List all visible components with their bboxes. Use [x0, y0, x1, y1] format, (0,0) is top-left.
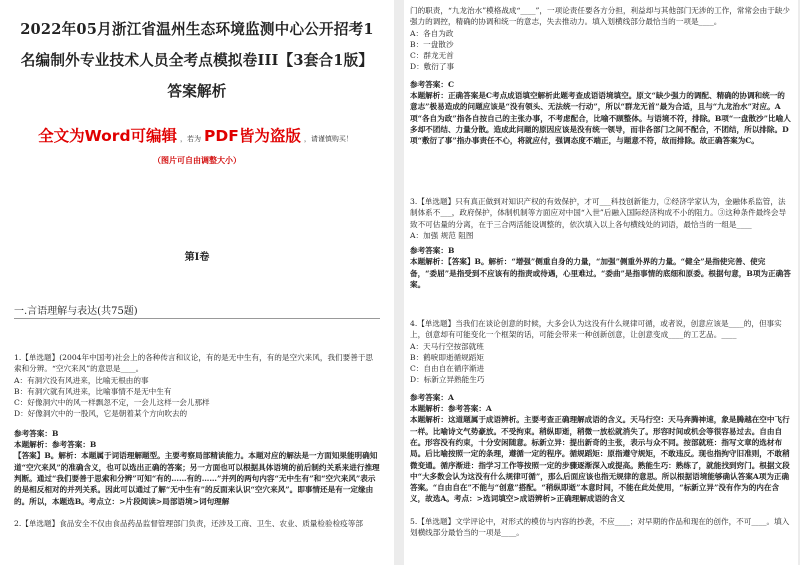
question-4-reference: 参考答案：A: [410, 392, 454, 402]
section-heading: 一.言语理解与表达(共75题): [14, 306, 138, 317]
question-4: [410, 318, 792, 505]
question-4-analysis-label: 本题解析：参考答案：A: [410, 404, 492, 414]
question-3: [410, 196, 792, 290]
question-1-analysis-label: 本题解析：参考答案：B: [14, 440, 97, 450]
promo-word-editable: 全文为Word可编辑: [38, 127, 178, 145]
right-page: [404, 0, 798, 565]
question-3-explanation: 本题解析：【答案】B。解析：“增强”侧重自身的力量，“加强”侧重外界的力量。“健全”是指使完善、使完备，“委屈”是指受到不应该有的指责或待遇，心里难过。“委曲”是指事情的底细和原委。根据句意，B项为正确答案。: [410, 257, 791, 290]
question-2-continued: [410, 5, 792, 147]
promo-caution: ，请谨慎购买！: [303, 135, 353, 143]
question-2: [14, 518, 380, 529]
question-1-option-a: A：有洞穴没有风进来，比喻无根由的事: [14, 375, 149, 385]
question-5-stem: 5.【单选题】文学评论中，对形式的模仿与内容的抄袭，不应____；对早期的作品和现在的创作，不可____。填入划横线部分最恰当的一项是____。: [410, 517, 790, 538]
image-resize-note: （图片可自由调整大小）: [153, 155, 241, 165]
question-2-reference: 参考答案：C: [410, 79, 455, 89]
question-4-option-b: B：鹤唳即逝循规蹈矩: [410, 352, 484, 362]
question-4-option-a: A：天马行空按部就班: [410, 341, 484, 351]
left-page: [0, 0, 394, 565]
promo-connector: ，若为: [180, 135, 202, 143]
promo-pdf-warning: PDF皆为盗版: [204, 127, 301, 145]
question-4-option-c: C：自由自在循序渐进: [410, 364, 485, 374]
question-3-reference: 参考答案：B: [410, 246, 455, 256]
question-1-reference: 参考答案：B: [14, 428, 59, 438]
section-divider: [14, 318, 380, 319]
question-2-option-b: B：一盘散沙: [410, 39, 454, 49]
question-4-option-d: D：标新立异熟能生巧: [410, 375, 485, 385]
document-title: 2022年05月浙江省温州生态环境监测中心公开招考1名编制外专业技术人员全考点模拟卷III【3套合1版】答案解析: [20, 21, 374, 100]
volume-heading: 第I卷: [184, 252, 210, 263]
question-3-option-a: A：加强 规范 阻图: [410, 230, 474, 240]
question-2-stem-continued: 门的职责，“九龙治水”模格战成“____”，一项论责任要各方分担，利益却与其他部门无涉的工作，常常会由于缺少强力的调控，精确的协调和统一的意志，失去推动力。填入划横线部分最恰当的一项是____。: [410, 6, 791, 27]
question-1-option-b: B：有洞穴就有风进来，比喻事情不是无中生有: [14, 386, 172, 396]
question-2-option-c: C：群龙无首: [410, 51, 454, 61]
question-4-explanation: 本题解析：这道题属于成语辨析。主要考查正确理解成语的含义。天马行空：天马奔腾神速，象是腾越在空中飞行一样。比喻诗文气势豪放。不受拘束。稍纵即逝，稍微一放松就消失了。形容时间或机会等很容易过去。自由自在。形容没有约束，十分安闲随意。标新立异：提出新奇的主张，表示与众不同。按部就班：指写文章的选材布局。后比喻按照一定的条理，遵循一定的程序。循规蹈矩：原指遵守规矩，不敢违反。现也指拘守旧准则，不敢稍微变通。循序渐进：指学习工作等按照一定的步骤逐渐深入或提高。熟能生巧：熟练了，就能找到窍门。根据文段中“大多数会认为这没有什么规律可循”，那么后面应该也指无规律的意思。所以根据语境能够确认答案A项为正确答案。“自由自在”不能与“创意”搭配。“稍纵即逝”本意时间，不能在此处使用，“标新立异”没有作为的内在含义，故选A。考点：>选词填空>成语辨析>正确理解成语的含义: [410, 415, 790, 504]
question-2-option-d: D：敷衍了事: [410, 62, 455, 72]
question-2-explanation: 本题解析：正确答案是C考点成语填空解析此题考查成语语境填空。原文“缺少强力的调配、精确的协调和统一的意志”极易造成的问题应该是“没有领头、无法统一行动”，所以“群龙无首”最为合适，且与“九龙治水”对应。A项“各自为政”指各自按自己的主张办事，不考虑配合，比喻不顾整体。与语境不符，排除。B项“一盘散沙”比喻人多却不团结、力量分散。造成此问题的原因应该是没有统一领导，而非各部门之间不配合，不团结，所以排除。D项“敷衍了事”指办事责任不心，将就应付，强调态度不端正，与题意不符，故而排除。故正确答案为C。: [410, 91, 791, 146]
question-4-stem: 4.【单选题】当我们在谈论创意的时候，大多会认为这没有什么规律可循，或者说，创意应该是____的，但事实上，创意却有可能变化一个框架的话，可能会带来一种创新创意，让创意变成____的工艺品。____: [410, 319, 782, 340]
question-1: [14, 352, 380, 507]
question-1-option-c: C：好像洞穴中的风一样飘忽不定，一会儿这样一会儿那样: [14, 398, 210, 408]
question-2-stem: 2.【单选题】食品安全不仅由食品药品监督管理部门负责，还涉及工商、卫生、农业、质量检验检疫等部: [14, 519, 363, 528]
question-3-stem: 3.【单选题】只有真正做到对知识产权的有效保护，才可___科技创新能力，②经济学家认为，金融体系监管，法制体系不___，政府保护，体制机制等方面应对中国“入世”后融入国际经济构成不小的阻力。③这种条件最终会导致不可估量的分离，在于三合两活能设调整的，依次填入以上各句横线处的词语，最恰当的一组是____: [410, 197, 787, 229]
question-2-option-a: A：各自为政: [410, 28, 454, 38]
question-5: [410, 516, 792, 539]
question-1-explanation: 【答案】B。解析：本题属于词语理解题型。主要考察局部精读能力。本题对应的解法是一方面知果能明确知道“空穴来风”的准确含义，也可以选出正确的答案；另一方面也可以根据具体语境的前后制约关系来进行推理判断。通过“我们要善于思索和分辨”可知“有的……有的……”并列的两句内容“无中生有”和“空穴来风”表示的是相反相对的并列关系。因此可以通过了解“无中生有”的反面来认识“空穴来风”。即事情还是有一定缘由的。所以，本题选B。考点立：>片段阅读>局部语境>词句理解: [14, 451, 380, 506]
question-1-option-d: D：好像洞穴中的一股风，它是朝着某个方向吹去的: [14, 409, 188, 419]
promo-line: [0, 124, 394, 146]
question-1-stem: 1.【单选题】(2004年中国考)社会上的各种传言和议论，有的是无中生有，有的是空穴来风，我们要善于思索和分辨。“空穴来风”的意思是____。: [14, 353, 374, 374]
